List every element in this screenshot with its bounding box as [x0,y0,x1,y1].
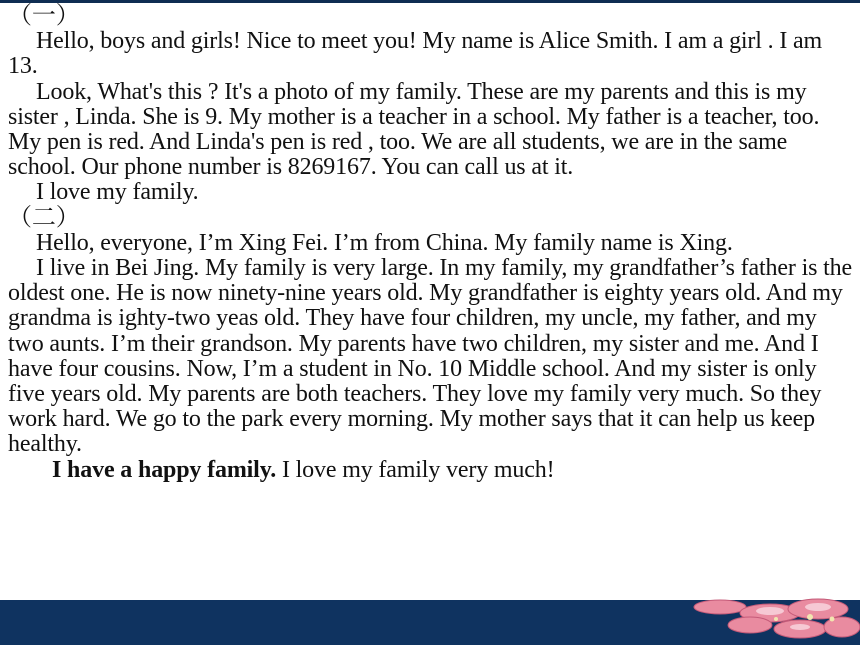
section-one-paragraph-3: I love my family. [36,179,199,206]
section-one-heading: （一） [8,3,80,29]
section-two-paragraph-1: Hello, everyone, I’m Xing Fei. I’m from China. My family name is Xing. [36,229,733,256]
section-one-paragraph-1: Hello, boys and girls! Nice to meet you! My name is Alice Smith. I am a girl . I am 13. [8,28,823,80]
section-two-heading: （二） [8,204,80,231]
section-two-closing [8,458,854,483]
flower-decoration-icon [690,597,860,645]
passage-container [8,4,854,483]
closing-sentence: I love my family very much! [276,456,555,483]
section-one-paragraph-2: Look, What's this ? It's a photo of my family. These are my parents and this is my sister , Linda. She is 9. My mother is a teacher in a school. My father is a teacher, too. My pen is red. And Linda's pen is red , too. We are all students, we are in the same school. Our phone number is 8269167. You can call us at it. [8,78,820,181]
closing-bold-sentence: I have a happy family. [52,456,277,483]
section-two-paragraph-2: I live in Bei Jing. My family is very large. In my family, my grandfather’s father is the oldest one. He is now ninety-nine years old. My grandfather is eighty years old. And my grandma is ighty-two yeas old. They have four children, my uncle, my father, and my two aunts. I’m their grandson. My parents have two children, my sister and me. And I have four cousins. Now, I’m a student in No. 10 Middle school. And my sister is only five years old. My parents are both teachers. They love my family very much. So they work hard. We go to the park every morning. My mother says that it can help us keep healthy. [8,255,853,458]
top-border [0,0,860,3]
